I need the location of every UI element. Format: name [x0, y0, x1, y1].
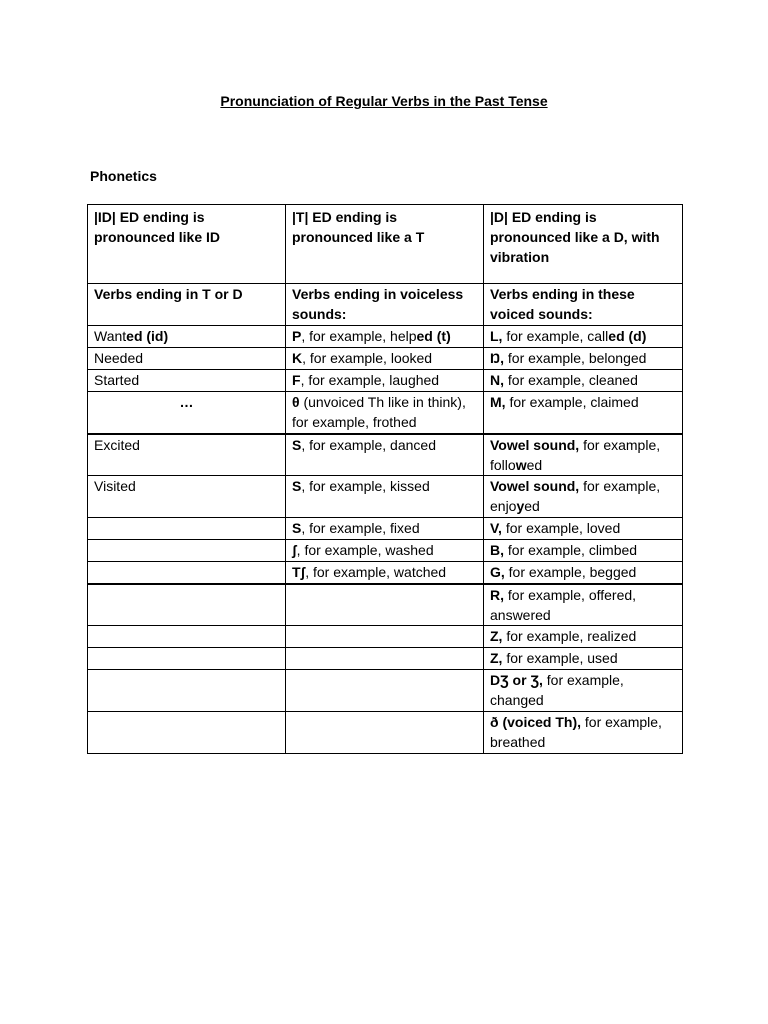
- d-sound-cell: [484, 392, 683, 434]
- t-sound-cell: [286, 540, 484, 562]
- verb-ending: ed (id): [126, 328, 169, 344]
- table-row: [88, 584, 683, 626]
- subheader-cell-id: Verbs ending in T or D: [88, 284, 286, 326]
- t-sound-cell: [286, 348, 484, 370]
- id-verb-cell: [88, 626, 286, 648]
- sound-symbol: G,: [490, 564, 505, 580]
- verb-stem: Want: [94, 328, 127, 344]
- d-sound-cell: [484, 584, 683, 626]
- header-cell-t: |T| ED ending is pronounced like a T: [286, 205, 484, 284]
- table-row: [88, 626, 683, 648]
- table-row: [88, 434, 683, 476]
- d-sound-cell: [484, 370, 683, 392]
- sound-symbol: M,: [490, 394, 506, 410]
- subheader-cell-d: Verbs ending in these voiced sounds:: [484, 284, 683, 326]
- id-verb-cell: [88, 712, 286, 754]
- sound-symbol: V,: [490, 520, 502, 536]
- d-sound-cell: [484, 476, 683, 518]
- pronunciation-table: [87, 204, 683, 754]
- sound-symbol: S: [292, 478, 302, 494]
- example-text: for example, used: [502, 650, 618, 666]
- sound-symbol: L,: [490, 328, 503, 344]
- header-cell-d: |D| ED ending is pronounced like a D, with vibration: [484, 205, 683, 284]
- table-row: [88, 670, 683, 712]
- d-sound-cell: [484, 434, 683, 476]
- example-text: (unvoiced Th like in think), for example, frothed: [292, 394, 466, 430]
- example-text: for example, follo: [490, 436, 661, 473]
- table-row: [88, 540, 683, 562]
- example-text: , for example, washed: [296, 542, 434, 558]
- verb-ending: ed (d): [608, 328, 647, 344]
- example-text: for example, loved: [501, 520, 621, 536]
- table-row: [88, 712, 683, 754]
- subheader-cell-t: Verbs ending in voiceless sounds:: [286, 284, 484, 326]
- sound-symbol: Tʃ: [292, 564, 306, 580]
- sound-symbol: S: [292, 436, 302, 453]
- table-subheader-row: [88, 284, 683, 326]
- example-text: , for example, laughed: [300, 372, 440, 388]
- sound-symbol: Vowel sound,: [490, 436, 580, 453]
- table-row: [88, 562, 683, 584]
- d-sound-cell: [484, 712, 683, 754]
- vowel-letter: w: [515, 456, 527, 473]
- example-text: , for example, watched: [305, 564, 447, 580]
- t-sound-cell: [286, 626, 484, 648]
- sound-symbol: Z,: [490, 628, 503, 644]
- sound-symbol: R,: [490, 586, 504, 603]
- sound-symbol: ð (voiced Th),: [490, 714, 581, 730]
- d-sound-cell: [484, 626, 683, 648]
- id-verb-cell: [88, 584, 286, 626]
- sound-symbol: S: [292, 520, 302, 536]
- sound-symbol: DƷ or Ʒ,: [490, 672, 543, 688]
- t-sound-cell: [286, 562, 484, 584]
- example-text: for example, cleaned: [504, 372, 638, 388]
- example-text: , for example, help: [301, 328, 417, 344]
- id-verb-cell: [88, 326, 286, 348]
- sound-symbol: Vowel sound,: [490, 478, 580, 494]
- table-row: [88, 326, 683, 348]
- example-text: for example, changed: [490, 672, 624, 708]
- example-text: , for example, danced: [301, 436, 436, 453]
- table-row: [88, 392, 683, 434]
- example-text: for example, claimed: [505, 394, 639, 410]
- table-header-row: [88, 205, 683, 284]
- sound-symbol: N,: [490, 372, 504, 388]
- sound-symbol: F: [292, 372, 301, 388]
- id-verb-cell: [88, 518, 286, 540]
- t-sound-cell: [286, 518, 484, 540]
- id-verb-cell: Excited: [88, 434, 286, 476]
- id-verb-cell: [88, 562, 286, 584]
- example-text: , for example, kissed: [301, 478, 430, 494]
- id-verb-cell: Needed: [88, 348, 286, 370]
- header-cell-id: |ID| ED ending is pronounced like ID: [88, 205, 286, 284]
- sound-symbol: Ŋ,: [490, 350, 505, 366]
- example-suffix: ed: [524, 498, 540, 514]
- example-text: , for example, fixed: [301, 520, 420, 536]
- page-title: Pronunciation of Regular Verbs in the Past Tense: [220, 93, 548, 109]
- example-text: for example, offered, answered: [490, 586, 637, 623]
- table-row: [88, 348, 683, 370]
- id-verb-cell: [88, 670, 286, 712]
- t-sound-cell: [286, 584, 484, 626]
- d-sound-cell: [484, 540, 683, 562]
- id-verb-cell: Visited: [88, 476, 286, 518]
- example-text: for example, call: [502, 328, 609, 344]
- sound-symbol: Z,: [490, 650, 503, 666]
- t-sound-cell: [286, 326, 484, 348]
- d-sound-cell: [484, 326, 683, 348]
- example-text: for example, begged: [504, 564, 637, 580]
- d-sound-cell: [484, 648, 683, 670]
- example-text: for example, realized: [502, 628, 637, 644]
- d-sound-cell: [484, 670, 683, 712]
- sound-symbol: ʃ: [292, 542, 297, 558]
- t-sound-cell: [286, 712, 484, 754]
- id-verb-cell: Started: [88, 370, 286, 392]
- example-text: for example, belonged: [504, 350, 647, 366]
- verb-ending: ed (t): [416, 328, 451, 344]
- example-text: for example, breathed: [490, 714, 662, 750]
- sound-symbol: K: [292, 350, 303, 366]
- id-verb-cell: [88, 648, 286, 670]
- id-verb-cell: [88, 392, 286, 434]
- example-suffix: ed: [526, 456, 543, 473]
- d-sound-cell: [484, 348, 683, 370]
- table-row: [88, 370, 683, 392]
- table-row: [88, 648, 683, 670]
- sound-symbol: B,: [490, 542, 504, 558]
- t-sound-cell: [286, 476, 484, 518]
- t-sound-cell: [286, 648, 484, 670]
- t-sound-cell: [286, 670, 484, 712]
- table-row: [88, 518, 683, 540]
- table-row: [88, 476, 683, 518]
- ellipsis: …: [179, 394, 194, 410]
- sound-symbol: P: [292, 328, 302, 344]
- section-heading: Phonetics: [90, 168, 157, 184]
- example-text: , for example, looked: [302, 350, 433, 366]
- d-sound-cell: [484, 518, 683, 540]
- id-verb-cell: [88, 540, 286, 562]
- t-sound-cell: [286, 370, 484, 392]
- vowel-letter: y: [516, 498, 525, 514]
- d-sound-cell: [484, 562, 683, 584]
- example-text: for example, enjo: [490, 478, 661, 514]
- t-sound-cell: [286, 434, 484, 476]
- t-sound-cell: [286, 392, 484, 434]
- example-text: for example, climbed: [504, 542, 638, 558]
- sound-symbol: θ: [292, 394, 300, 410]
